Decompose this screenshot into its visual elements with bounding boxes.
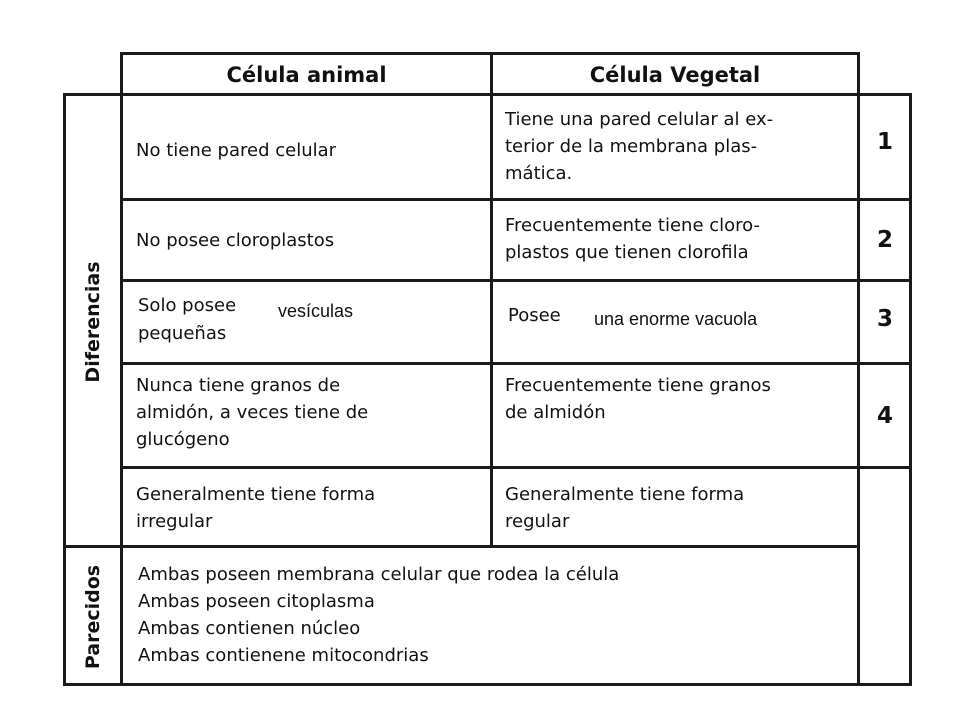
row-4-animal-text: Nunca tiene granos de almidón, a veces tiene de glucógeno	[136, 375, 369, 450]
similarity-line: Ambas contienene mitocondrias	[138, 645, 429, 666]
similarity-line: Ambas poseen citoplasma	[138, 591, 375, 612]
row-4-vegetal-text: Frecuentemente tiene granos de almidón	[505, 375, 771, 423]
header-animal-label: Célula animal	[226, 63, 387, 87]
number-box-empty	[857, 466, 912, 686]
similarities-label: Parecidos	[82, 564, 104, 670]
row-2-animal-text: No posee cloroplastos	[136, 230, 335, 251]
row-1-number: 1	[876, 129, 893, 155]
row-5-vegetal-text: Generalmente tiene forma regular	[505, 484, 745, 532]
row-1-vegetal-text: Tiene una pared celular al ex- terior de la membrana plas- mática.	[505, 109, 774, 184]
row-3-animal-suffix: pequeñas	[138, 323, 227, 344]
differences-label: Diferencias	[82, 261, 104, 383]
row-3-animal-prefix: Solo posee	[138, 295, 237, 316]
row-4-number: 4	[876, 403, 893, 429]
row-2-vegetal-text: Frecuentemente tiene cloro- plastos que tienen clorofila	[505, 215, 761, 263]
similarity-line: Ambas contienen núcleo	[138, 618, 361, 639]
row-3-animal-added-text: vesículas	[278, 301, 354, 321]
row-2-number: 2	[876, 227, 893, 253]
row-5-animal-text: Generalmente tiene forma irregular	[136, 484, 376, 532]
header-vegetal-label: Célula Vegetal	[589, 63, 761, 87]
similarity-line: Ambas poseen membrana celular que rodea la célula	[138, 564, 620, 585]
row-3-vegetal-added-text: una enorme vacuola	[594, 309, 758, 329]
row-1-animal-text: No tiene pared celular	[136, 140, 337, 161]
row-3-vegetal-prefix: Posee	[508, 305, 561, 326]
row-3-number: 3	[876, 306, 893, 332]
